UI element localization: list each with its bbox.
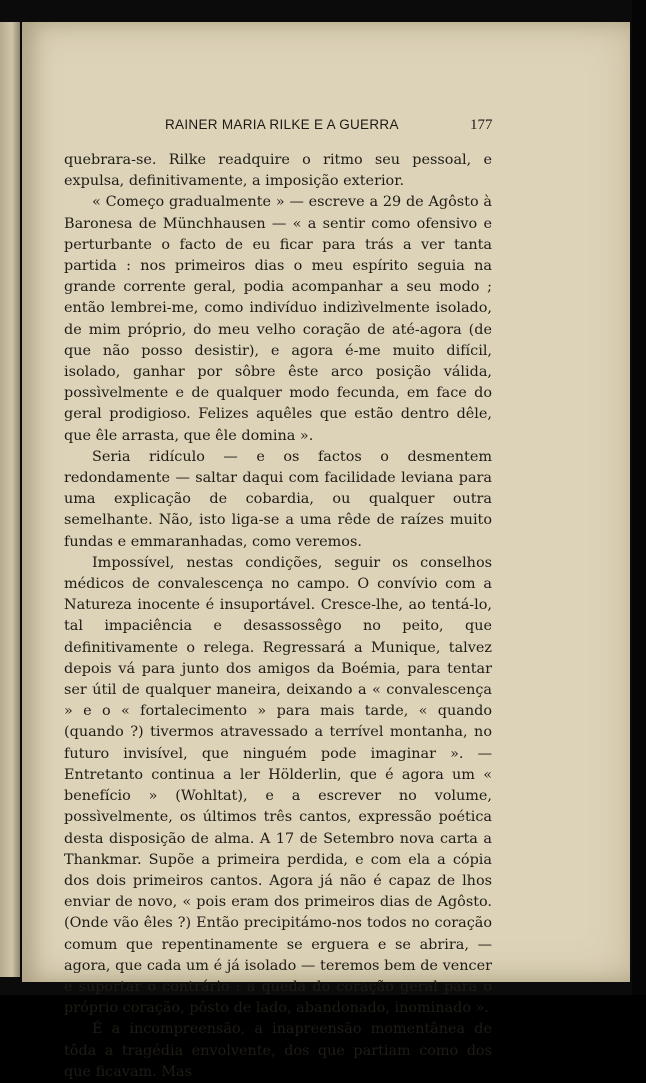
- binding-shadow: [632, 0, 646, 995]
- paragraph-continued: quebrara-se. Rilke readquire o ritmo seu pessoal, e expulsa, definitivamente, a imposição exterior.: [64, 152, 492, 190]
- page-number: 177: [470, 117, 493, 133]
- book-page: [22, 22, 630, 1080]
- paragraph: Seria ridículo — e os factos o desmentem redondamente — saltar daqui com facilidade leviana para uma explicação de cobardia, ou qualquer outra semelhante. Não, isto liga-se a uma rêde de raízes muito fundas e emmaranhadas, como veremos.: [64, 448, 492, 550]
- body-text: [64, 150, 492, 1083]
- paragraph: Impossível, nestas condições, seguir os conselhos médicos de convalescença no campo. O convívio com a Natureza inocente é insuportável. Cresce-lhe, ao tentá-lo, tal impaciência e desassossêgo no peito, que definitivamente o relega. Regressará a Munique, talvez depois vá para junto dos amigos da Boémia, para tentar ser útil de qualquer maneira, deixando a « convalescença » e o « fortalecimento » para mais tarde, « quando (quando ?) tivermos atravessado a terrível montanha, no futuro invisível, que ninguém pode imaginar ». — Entretanto continua a ler Hölderlin, que é agora um « benefício » (Wohltat), e a escrever no volume, possìvelmente, os últimos três cantos, expressão poética desta disposição de alma. A 17 de Setembro nova carta a Thankmar. Supõe a primeira perdida, e com ela a cópia dos dois primeiros cantos. Agora já não é capaz de lhos enviar de novo, « pois eram dos primeiros dias de Agôsto. (Onde vão êles ?) Então precipitámo-nos todos no coração comum que repentinamente se erguera e se abrira, — agora, que cada um é já isolado — teremos bem de vencer e suportar o contrário : a queda do coração geral para o próprio coração, pôsto de lado, abandonado, inominado ».: [64, 554, 492, 1017]
- running-title: RAINER MARIA RILKE E A GUERRA: [165, 117, 399, 132]
- paragraph-continues: É a incompreensão, a inapreensão momentânea de tôda a tragédia envolvente, dos que partiam como dos que ficavam. Mas: [64, 1021, 492, 1080]
- previous-page-edge: [0, 22, 20, 977]
- paragraph-letter-quote: « Começo gradualmente » — escreve a 29 de Agôsto à Baronesa de Münchhausen — « a sentir como ofensivo e perturbante o facto de eu ficar para trás a ver tanta partida : nos primeiros dias o meu espírito seguia na grande corrente geral, podia acompanhar a seu modo ; então lembrei-me, como indivíduo indizìvelmente isolado, de mim próprio, do meu velho coração de até-agora (de que não posso desistir), e agora é-me muito difícil, isolado, ganhar por sôbre êste arco posição válida, possìvelmente e de qualquer modo fecunda, em face do geral prodigioso. Felizes aquêles que estão dentro dêle, que êle arrasta, que êle domina ».: [64, 194, 492, 444]
